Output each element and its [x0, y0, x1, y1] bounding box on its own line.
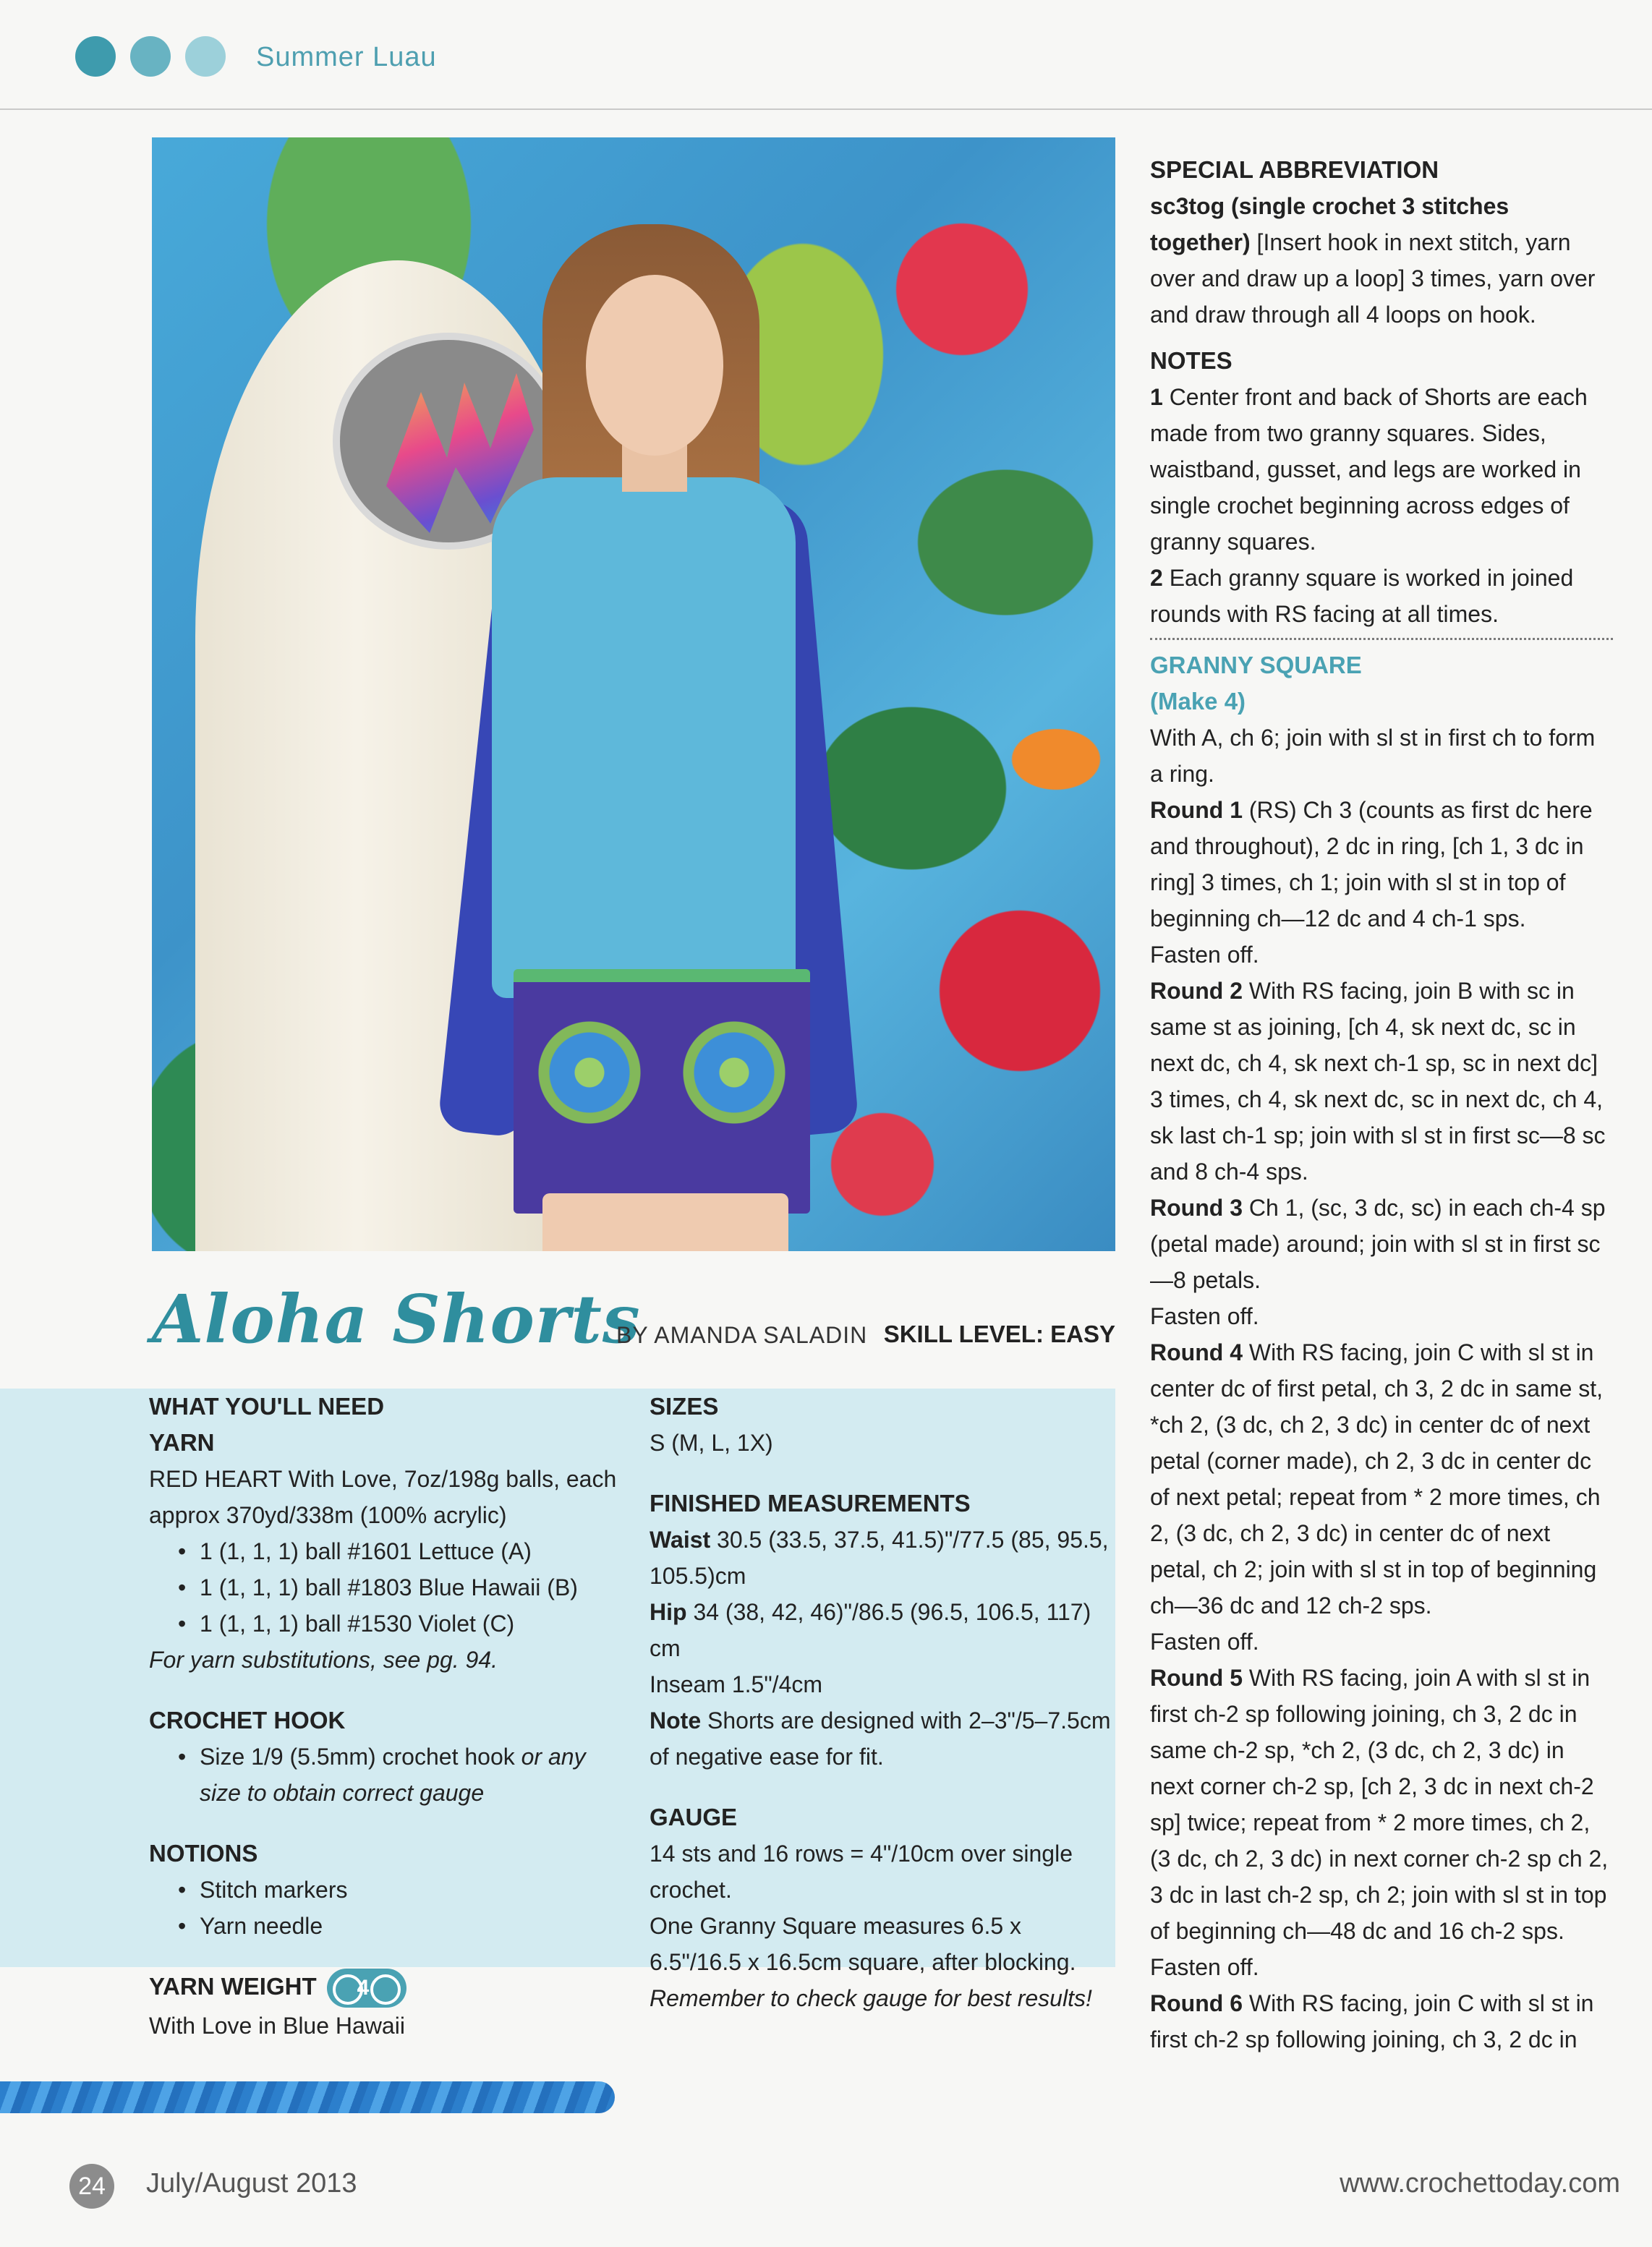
materials-column [149, 1389, 626, 2044]
gauge-heading: GAUGE [650, 1804, 738, 1830]
fasten-off: Fasten off. [1150, 942, 1259, 968]
abbreviation-definition: sc3tog (single crochet 3 stitches together) [Insert hook in next stitch, yarn over and draw up a loop] 3 times, yarn over and draw through all 4 loops on hook. [1150, 193, 1596, 328]
yarn-item: • 1 (1, 1, 1) ball #1803 Blue Hawaii (B) [149, 1569, 626, 1606]
yarn-substitutions: For yarn substitutions, see pg. 94. [149, 1647, 498, 1673]
notions-heading: NOTIONS [149, 1840, 258, 1867]
hip-measurement: Hip 34 (38, 42, 46)"/86.5 (96.5, 106.5, 117) cm [650, 1599, 1091, 1661]
issue-date: July/August 2013 [146, 2168, 357, 2199]
round-3: Round 3 Ch 1, (sc, 3 dc, sc) in each ch-4 sp (petal made) around; join with sl st in first sc—8 petals. [1150, 1195, 1606, 1293]
sizes-value: S (M, L, 1X) [650, 1430, 773, 1456]
instructions-column [1150, 152, 1613, 2058]
yarn-heading: YARN [149, 1429, 215, 1456]
pattern-title: Aloha Shorts [152, 1280, 641, 1358]
gauge-reminder: Remember to check gauge for best results! [650, 1985, 1092, 2011]
round-4: Round 4 With RS facing, join C with sl st in center dc of first petal, ch 3, 2 dc in same st, *ch 2, (3 dc, ch 2, 3 dc) in center dc of next petal (corner made), ch 2, 3 dc in center dc of next petal; repeat from * 2 more times, ch 2, (3 dc, ch 2, 3 dc) in center dc of next petal, ch 2; join with sl st in top of beginning ch—36 dc and 12 ch-2 sps. [1150, 1339, 1604, 1619]
ring-start: With A, ch 6; join with sl st in first ch to form a ring. [1150, 725, 1596, 787]
header-rule [0, 108, 1652, 110]
hook-heading: CROCHET HOOK [149, 1707, 346, 1734]
waist-measurement: Waist 30.5 (33.5, 37.5, 41.5)"/77.5 (85, 95.5, 105.5)cm [650, 1527, 1109, 1589]
granny-square [535, 1018, 644, 1127]
yarn-weight-heading: YARN WEIGHT 4 [149, 1969, 626, 2008]
granny-subheading: (Make 4) [1150, 688, 1246, 715]
note-1: 1 Center front and back of Shorts are each made from two granny squares. Sides, waistband, gusset, and legs are worked in single crochet beginning across edges of granny squares. [1150, 384, 1588, 555]
specs-column [650, 1389, 1112, 2016]
yarn-item: • 1 (1, 1, 1) ball #1530 Violet (C) [149, 1606, 626, 1642]
gauge-square: One Granny Square measures 6.5 x 6.5"/16.5 x 16.5cm square, after blocking. [650, 1913, 1076, 1975]
model-shirt [492, 477, 796, 998]
granny-heading: GRANNY SQUARE [1150, 652, 1362, 678]
yarn-weight-icon: 4 [327, 1969, 406, 2008]
note-2: 2 Each granny square is worked in joined rounds with RS facing at all times. [1150, 565, 1574, 627]
skill-level: SKILL LEVEL: EASY [883, 1321, 1115, 1347]
section-title: Summer Luau [256, 42, 437, 72]
round-5: Round 5 With RS facing, join A with sl st in first ch-2 sp following joining, ch 3, 2 dc in same ch-2 sp, *ch 2, (3 dc, ch 2, 3 dc) in next corner ch-2 sp, [ch 2, 3 dc in next ch-2 sp] twice; repeat from * 2 more times, ch 2, (3 dc, ch 2, 3 dc) in next corner ch-2 sp ch 2, 3 dc in last ch-2 sp, ch 2; join with sl st in top of beginning ch—48 dc and 16 ch-2 sps. [1150, 1665, 1609, 1944]
hook-item: • Size 1/9 (5.5mm) crochet hook or any size to obtain correct gauge [149, 1739, 626, 1811]
round-2: Round 2 With RS facing, join B with sc in same st as joining, [ch 4, sk next dc, sc in next dc, ch 4, sk next ch-1 sp, sc in next dc] 3 times, ch 4, sk next dc, sc in next dc, ch 4, sk last ch-1 sp; join with sl st in first sc—8 sc and 8 ch-4 sps. [1150, 978, 1606, 1185]
dot-icon [75, 36, 116, 77]
dot-icon [130, 36, 171, 77]
header-dots [75, 36, 226, 77]
yarn-rope-decoration [0, 2081, 615, 2113]
gauge-rows: 14 sts and 16 rows = 4"/10cm over single crochet. [650, 1841, 1073, 1903]
inseam-measurement: Inseam 1.5"/4cm [650, 1671, 823, 1697]
notion-item: • Yarn needle [149, 1908, 626, 1944]
abbreviation-heading: SPECIAL ABBREVIATION [1150, 156, 1439, 183]
model-legs [542, 1193, 788, 1251]
model-face [586, 275, 723, 456]
byline: BY AMANDA SALADIN [616, 1322, 868, 1348]
round-6: Round 6 With RS facing, join C with sl st in first ch-2 sp following joining, ch 3, 2 dc in [1150, 1990, 1594, 2052]
round-1: Round 1 (RS) Ch 3 (counts as first dc here and throughout), 2 dc in ring, [ch 1, 3 dc in ring] 3 times, ch 1; join with sl st in top of beginning ch—12 dc and 4 ch-1 sps. [1150, 797, 1593, 931]
needs-heading: WHAT YOU'LL NEED [149, 1393, 385, 1420]
website-link[interactable]: www.crochettoday.com [1340, 2168, 1620, 2199]
fasten-off: Fasten off. [1150, 1303, 1259, 1329]
fit-note: Note Shorts are designed with 2–3"/5–7.5cm of negative ease for fit. [650, 1707, 1111, 1770]
dot-icon [185, 36, 226, 77]
fasten-off: Fasten off. [1150, 1629, 1259, 1655]
notes-heading: NOTES [1150, 347, 1232, 374]
section-divider [1150, 638, 1613, 640]
crochet-shorts [514, 969, 810, 1214]
fasten-off: Fasten off. [1150, 1954, 1259, 1980]
yarn-item: • 1 (1, 1, 1) ball #1601 Lettuce (A) [149, 1533, 626, 1569]
granny-square [680, 1018, 788, 1127]
page-number: 24 [69, 2164, 114, 2209]
notion-item: • Stitch markers [149, 1872, 626, 1908]
measurements-heading: FINISHED MEASUREMENTS [650, 1490, 971, 1517]
yarn-description: RED HEART With Love, 7oz/198g balls, each approx 370yd/338m (100% acrylic) [149, 1466, 617, 1528]
yarn-weight-text: With Love in Blue Hawaii [149, 2013, 405, 2039]
model-photo [152, 137, 1115, 1251]
sizes-heading: SIZES [650, 1393, 719, 1420]
